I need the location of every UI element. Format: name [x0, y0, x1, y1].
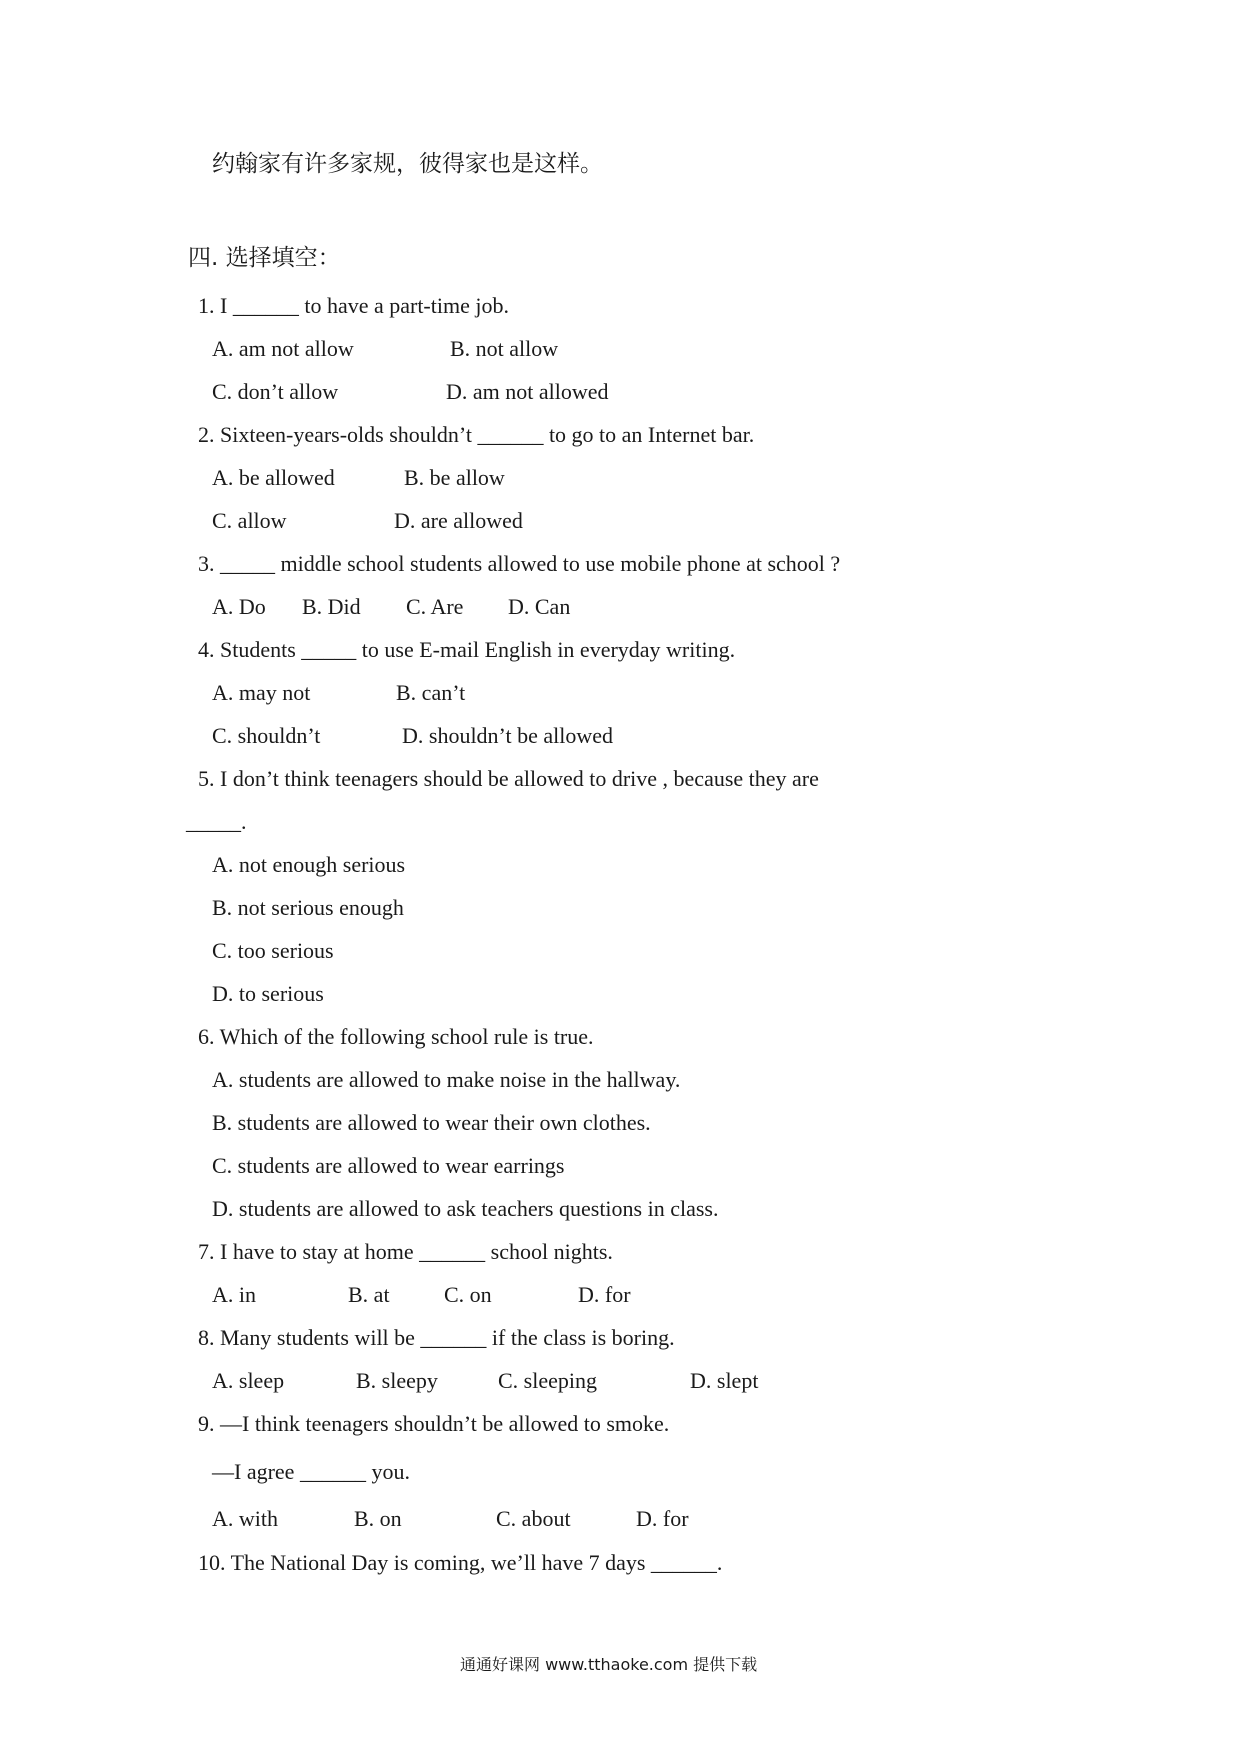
option-b: B. can’t — [396, 680, 466, 705]
question-stem: 5. I don’t think teenagers should be allowed to drive , because they are — [198, 766, 819, 791]
intro-sentence: 约翰家有许多家规，彼得家也是这样。 — [212, 151, 603, 177]
option-c: C. shouldn’t — [212, 723, 321, 748]
option-c: C. allow — [212, 508, 287, 533]
question-stem: 7. I have to stay at home ______ school nights. — [198, 1239, 613, 1264]
question-stem: 6. Which of the following school rule is true. — [198, 1024, 594, 1049]
option-b: B. Did — [302, 594, 361, 619]
question-stem: 2. Sixteen-years-olds shouldn’t ______ to go to an Internet bar. — [198, 422, 755, 447]
option-d: D. for — [636, 1506, 689, 1531]
option-a: A. may not — [212, 680, 311, 705]
option-d: D. to serious — [212, 981, 324, 1006]
question-stem: 3. _____ middle school students allowed to use mobile phone at school ? — [198, 551, 841, 576]
option-d: D. am not allowed — [446, 379, 609, 404]
option-d: D. shouldn’t be allowed — [402, 723, 614, 748]
section-title: 四. 选择填空： — [188, 245, 341, 271]
option-b: B. students are allowed to wear their own clothes. — [212, 1110, 651, 1135]
question-stem: 9. —I think teenagers shouldn’t be allowed to smoke. — [198, 1411, 670, 1436]
question-stem: 8. Many students will be ______ if the class is boring. — [198, 1325, 675, 1350]
option-b: B. at — [348, 1282, 390, 1307]
option-c: C. sleeping — [498, 1368, 597, 1393]
page-footer: 通通好课网 www.tthaoke.com 提供下载 — [460, 1655, 758, 1674]
option-a: A. in — [212, 1282, 256, 1307]
question-stem: 4. Students _____ to use E-mail English in everyday writing. — [198, 637, 736, 662]
option-a: A. Do — [212, 594, 266, 619]
option-d: D. are allowed — [394, 508, 523, 533]
option-a: A. not enough serious — [212, 852, 406, 877]
option-c: C. on — [444, 1282, 492, 1307]
option-c: C. about — [496, 1506, 571, 1531]
option-c: C. don’t allow — [212, 379, 339, 404]
option-b: B. be allow — [404, 465, 505, 490]
option-b: B. not serious enough — [212, 895, 404, 920]
question-stem: 1. I ______ to have a part-time job. — [198, 293, 509, 318]
option-b: B. sleepy — [356, 1368, 438, 1393]
option-a: A. with — [212, 1506, 278, 1531]
question-stem-continuation: —I agree ______ you. — [212, 1459, 410, 1484]
option-d: D. slept — [690, 1368, 759, 1393]
question-stem-continuation: _____. — [186, 809, 247, 834]
option-c: C. students are allowed to wear earrings — [212, 1153, 565, 1178]
option-d: D. students are allowed to ask teachers questions in class. — [212, 1196, 719, 1221]
option-c: C. Are — [406, 594, 464, 619]
question-stem: 10. The National Day is coming, we’ll have 7 days ______. — [198, 1550, 723, 1575]
option-a: A. sleep — [212, 1368, 285, 1393]
option-c: C. too serious — [212, 938, 334, 963]
option-d: D. for — [578, 1282, 631, 1307]
option-a: A. students are allowed to make noise in the hallway. — [212, 1067, 681, 1092]
option-a: A. be allowed — [212, 465, 335, 490]
option-b: B. on — [354, 1506, 402, 1531]
option-b: B. not allow — [450, 336, 559, 361]
option-a: A. am not allow — [212, 336, 354, 361]
option-d: D. Can — [508, 594, 571, 619]
